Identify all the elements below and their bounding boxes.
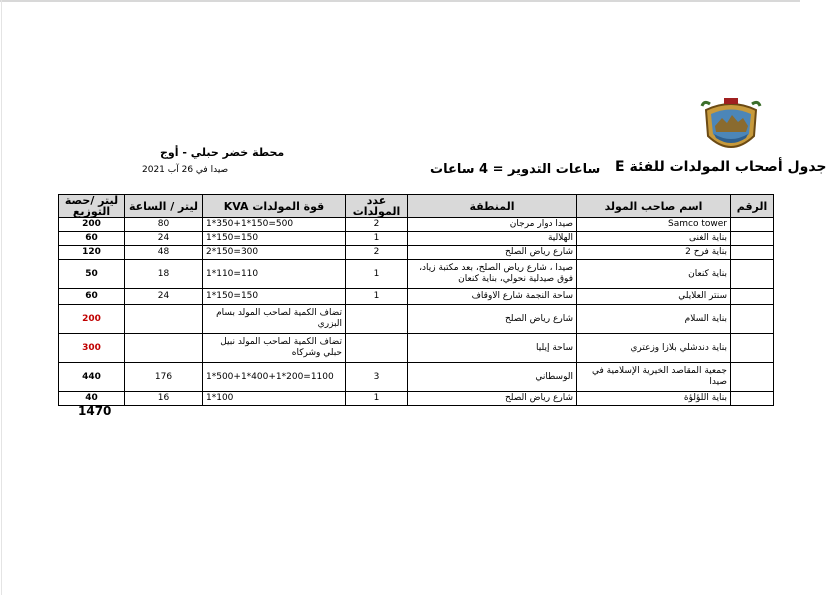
table-row xyxy=(59,218,774,232)
cell-area: صيدا ، شارع رياض الصلح، بعد مكتبة زياد، فوق صيدلية نحولي، بناية كنعان xyxy=(408,260,577,289)
cell-distribution: 200 xyxy=(59,305,125,334)
cell-count: 1 xyxy=(346,232,408,246)
cell-count xyxy=(346,334,408,363)
cell-number xyxy=(731,392,774,406)
cell-power: 1*150=150 xyxy=(203,232,346,246)
cell-liters-hour: 80 xyxy=(125,218,203,232)
col-liters-hour: ليتر / الساعة xyxy=(125,195,203,218)
cell-liters-hour: 16 xyxy=(125,392,203,406)
cell-power: 1*350+1*150=500 xyxy=(203,218,346,232)
cell-area: شارع رياض الصلح xyxy=(408,392,577,406)
cell-power: 1*110=110 xyxy=(203,260,346,289)
cell-number xyxy=(731,218,774,232)
cell-liters-hour: 24 xyxy=(125,232,203,246)
generators-table xyxy=(58,194,774,406)
cell-owner: بناية كنعان xyxy=(577,260,731,289)
page-title: جدول أصحاب المولدات للفئة E xyxy=(615,159,827,175)
cell-number xyxy=(731,363,774,392)
cell-power: 1*150=150 xyxy=(203,289,346,305)
cell-count: 1 xyxy=(346,392,408,406)
cell-area: شارع رياض الصلح xyxy=(408,305,577,334)
cell-owner: بناية اللؤلؤة xyxy=(577,392,731,406)
table-row xyxy=(59,246,774,260)
cell-count: 2 xyxy=(346,246,408,260)
cell-owner: Samco tower xyxy=(577,218,731,232)
cell-number xyxy=(731,232,774,246)
cell-count: 1 xyxy=(346,260,408,289)
cell-liters-hour: 18 xyxy=(125,260,203,289)
table-row xyxy=(59,305,774,334)
cell-owner: بناية الغنى xyxy=(577,232,731,246)
distribution-total: 1470 xyxy=(78,404,112,418)
cell-liters-hour: 176 xyxy=(125,363,203,392)
cell-owner: جمعية المقاصد الخيرية الإسلامية في صيدا xyxy=(577,363,731,392)
cell-power: تضاف الكمية لصاحب المولد نبيل حبلي وشركاه xyxy=(203,334,346,363)
col-owner: اسم صاحب المولد xyxy=(577,195,731,218)
cell-power: 1*500+1*400+1*200=1100 xyxy=(203,363,346,392)
cell-owner: بناية السلام xyxy=(577,305,731,334)
station-name: محطة خضر حبلي - أوج xyxy=(160,146,285,159)
cell-count: 3 xyxy=(346,363,408,392)
table-row xyxy=(59,334,774,363)
col-count: عدد المولدات xyxy=(346,195,408,218)
cell-count: 1 xyxy=(346,289,408,305)
cell-distribution: 50 xyxy=(59,260,125,289)
cell-number xyxy=(731,246,774,260)
cell-owner: سنتر العلايلي xyxy=(577,289,731,305)
cell-area: صيدا دوار مرجان xyxy=(408,218,577,232)
top-border xyxy=(0,0,800,2)
cell-owner: بناية فرح 2 xyxy=(577,246,731,260)
table-row xyxy=(59,260,774,289)
cell-count xyxy=(346,305,408,334)
cell-number xyxy=(731,305,774,334)
cell-distribution: 60 xyxy=(59,289,125,305)
cell-area: الهلالية xyxy=(408,232,577,246)
cell-power: 1*100 xyxy=(203,392,346,406)
table-row xyxy=(59,363,774,392)
cell-liters-hour: 48 xyxy=(125,246,203,260)
cell-area: ساحة إيليا xyxy=(408,334,577,363)
rotation-hours: ساعات التدوير = 4 ساعات xyxy=(430,162,601,177)
col-number: الرقم xyxy=(731,195,774,218)
left-border xyxy=(1,0,2,595)
col-power: قوة المولدات KVA xyxy=(203,195,346,218)
col-distribution: ليتر /حصة التوزيع xyxy=(59,195,125,218)
col-area: المنطقة xyxy=(408,195,577,218)
cell-liters-hour xyxy=(125,334,203,363)
table-header-row xyxy=(59,195,774,218)
table-row xyxy=(59,289,774,305)
cell-distribution: 60 xyxy=(59,232,125,246)
cell-number xyxy=(731,334,774,363)
cell-power: تضاف الكمية لصاحب المولد بسام البزري xyxy=(203,305,346,334)
cell-distribution: 440 xyxy=(59,363,125,392)
cell-distribution: 120 xyxy=(59,246,125,260)
cell-count: 2 xyxy=(346,218,408,232)
cell-distribution: 40 xyxy=(59,392,125,406)
cell-area: الوسطاني xyxy=(408,363,577,392)
cell-distribution: 200 xyxy=(59,218,125,232)
cell-area: شارع رياض الصلح xyxy=(408,246,577,260)
saida-municipality-emblem-icon xyxy=(698,96,764,160)
table-row xyxy=(59,232,774,246)
cell-power: 2*150=300 xyxy=(203,246,346,260)
cell-number xyxy=(731,289,774,305)
cell-owner: بناية دندشلي بلازا وزعتري xyxy=(577,334,731,363)
cell-liters-hour xyxy=(125,305,203,334)
cell-number xyxy=(731,260,774,289)
cell-area: ساحة النجمة شارع الاوقاف xyxy=(408,289,577,305)
document-date: صيدا في 26 آب 2021 xyxy=(142,165,229,175)
cell-liters-hour: 24 xyxy=(125,289,203,305)
table-row xyxy=(59,392,774,406)
cell-distribution: 300 xyxy=(59,334,125,363)
